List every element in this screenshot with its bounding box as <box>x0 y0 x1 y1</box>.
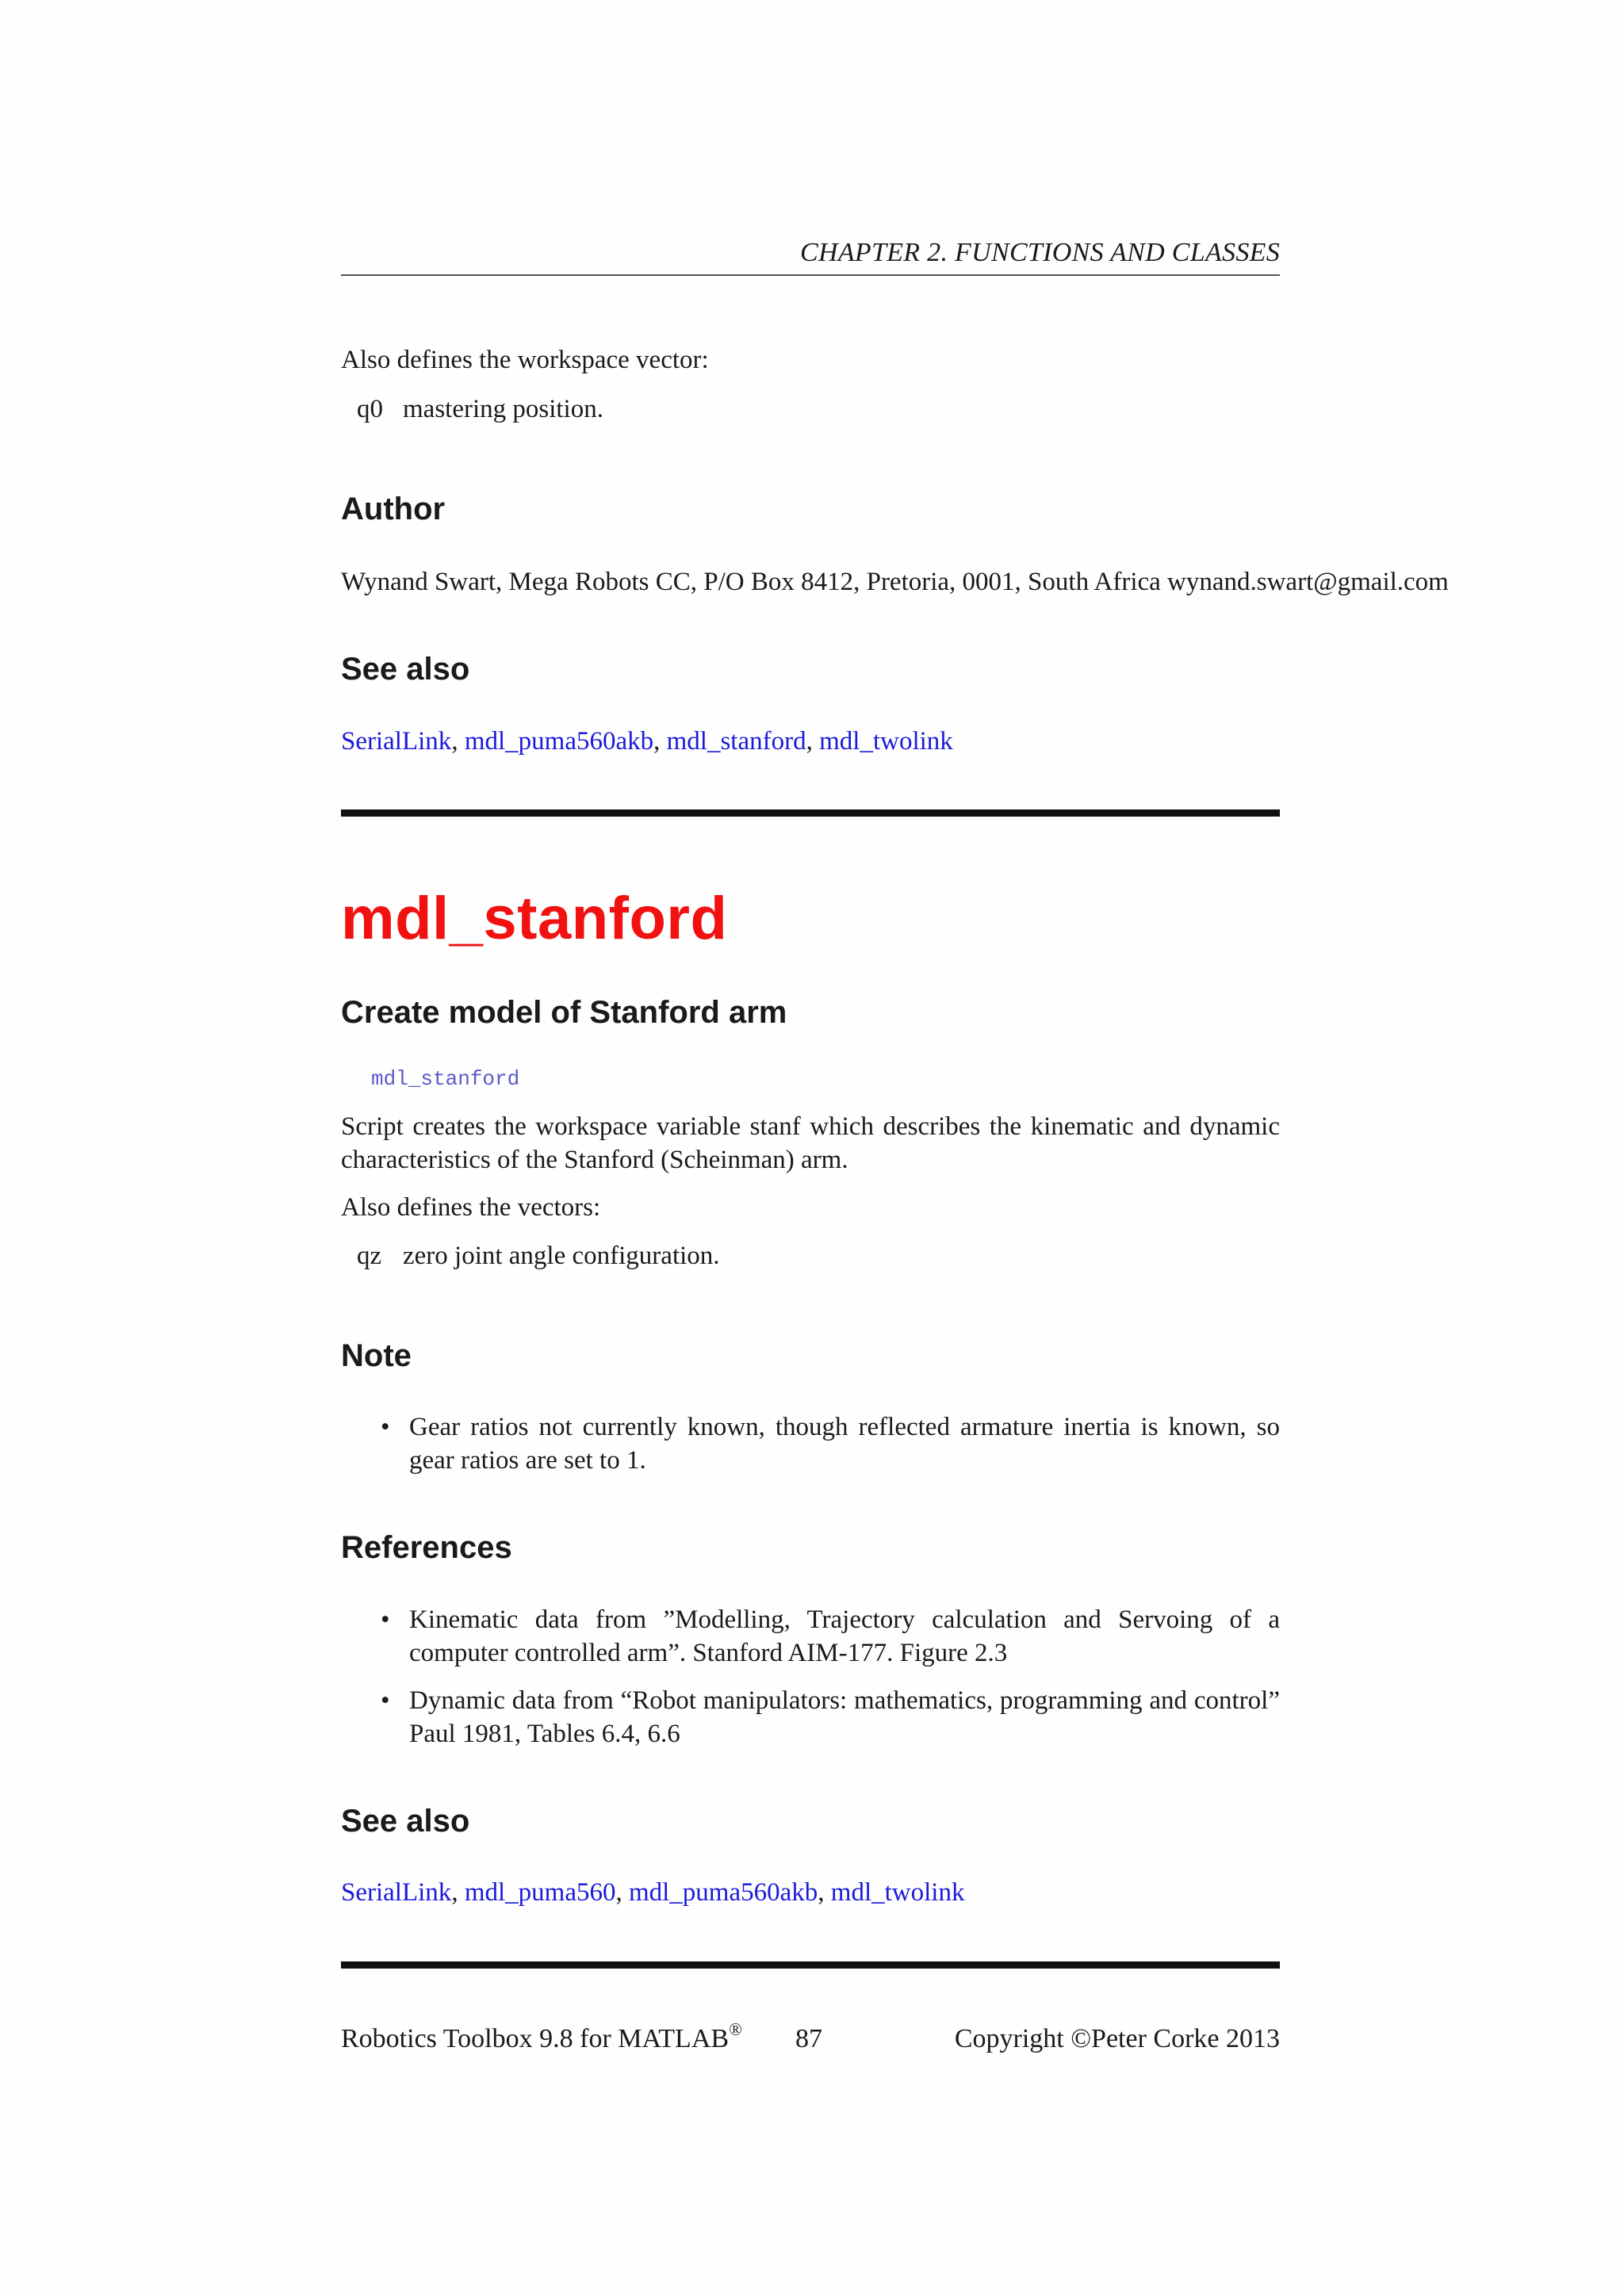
note-list <box>341 1410 1280 1477</box>
see-also-links: SerialLink, mdl_puma560, mdl_puma560akb, mdl_twolink <box>341 1878 965 1907</box>
definition-term: qz <box>357 1242 382 1270</box>
note-item: • Gear ratios not currently known, though reflected armature inertia is known, so gear ratios are set to 1. <box>341 1410 1280 1477</box>
definition-item <box>341 1239 720 1272</box>
page-number: 87 <box>795 2024 822 2053</box>
definition-desc: mastering position. <box>403 395 603 423</box>
references-list-wrap <box>341 1603 1280 1765</box>
author-heading: Author <box>341 492 446 526</box>
usage-code: mdl_stanford <box>371 1067 520 1091</box>
vectors-intro: Also defines the vectors: <box>341 1193 601 1222</box>
author-text: Wynand Swart, Mega Robots CC, P/O Box 8412, Pretoria, 0001, South Africa wynand.swart@gmail.com <box>341 568 1449 596</box>
note-list-wrap <box>341 1410 1280 1491</box>
function-title: mdl_stanford <box>341 885 728 952</box>
function-subtitle: Create model of Stanford arm <box>341 995 787 1030</box>
see-also-link-seriallink[interactable]: SerialLink <box>341 1878 452 1907</box>
definition-item <box>341 392 603 426</box>
section-divider <box>341 1961 1280 1969</box>
footer-copyright: Copyright ©Peter Corke 2013 <box>954 2024 1280 2053</box>
note-heading: Note <box>341 1338 412 1373</box>
workspace-vector-intro: Also defines the workspace vector: <box>341 346 709 374</box>
section-divider <box>341 809 1280 817</box>
header-rule <box>341 274 1280 276</box>
registered-mark: ® <box>729 2019 742 2039</box>
see-also-heading: See also <box>341 652 470 687</box>
see-also-heading: See also <box>341 1804 470 1839</box>
see-also-link-mdl-stanford[interactable]: mdl_stanford <box>666 727 806 756</box>
references-heading: References <box>341 1530 512 1565</box>
see-also-links: SerialLink, mdl_puma560akb, mdl_stanford, mdl_twolink <box>341 727 953 756</box>
reference-item: • Dynamic data from “Robot manipulators: mathematics, programming and control” Paul 1981, Tables 6.4, 6.6 <box>341 1684 1280 1751</box>
running-head: CHAPTER 2. FUNCTIONS AND CLASSES <box>800 238 1280 267</box>
see-also-link-mdl-puma560akb[interactable]: mdl_puma560akb <box>628 1878 818 1907</box>
footer-product: Robotics Toolbox 9.8 for MATLAB <box>341 2024 730 2053</box>
see-also-link-mdl-twolink[interactable]: mdl_twolink <box>830 1878 965 1907</box>
see-also-link-mdl-puma560akb[interactable]: mdl_puma560akb <box>464 727 654 756</box>
see-also-link-mdl-twolink[interactable]: mdl_twolink <box>819 727 953 756</box>
description-text: Script creates the workspace variable stanf which describes the kinematic and dynamic characteristics of the Stanford (Scheinman) arm. <box>341 1112 1280 1174</box>
definition-desc: zero joint angle configuration. <box>403 1242 720 1270</box>
see-also-link-mdl-puma560[interactable]: mdl_puma560 <box>464 1878 616 1907</box>
definition-term: q0 <box>357 395 383 423</box>
reference-item: • Kinematic data from ”Modelling, Trajectory calculation and Servoing of a computer controlled arm”. Stanford AIM-177. Figure 2.3 <box>341 1603 1280 1670</box>
footer-left <box>341 2019 742 2054</box>
see-also-link-seriallink[interactable]: SerialLink <box>341 727 452 756</box>
references-list <box>341 1603 1280 1751</box>
